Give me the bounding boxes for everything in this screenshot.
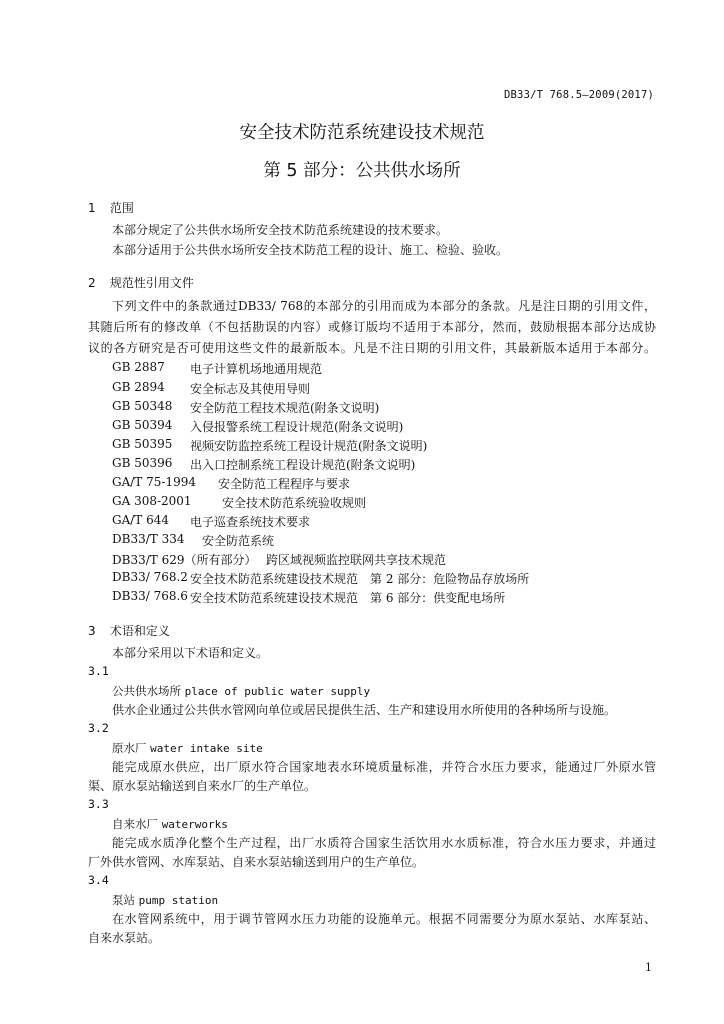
ref-title: 安全防范工程程序与要求: [218, 477, 351, 491]
term-definition-line-1: 在水管网系统中，用于调节管网水压力功能的设施单元。根据不同需要分为原水泵站、水库泵站、: [112, 912, 656, 926]
section-title: 术语和定义: [109, 624, 170, 638]
term-definition-line-1: 能完成原水供应，出厂原水符合国家地表水环境质量标准，并符合水压力要求，能通过厂外原水管: [112, 760, 656, 774]
ref-title: 电子计算机场地通用规范: [190, 362, 323, 376]
ref-title: 安全技术防范系统验收规则: [222, 496, 367, 510]
term-name: [112, 740, 263, 756]
ref-title: 出入口控制系统工程设计规范(附条文说明): [190, 458, 416, 472]
ref-code: GB 50395: [112, 437, 173, 451]
ref-code: DB33/T 629（所有部分）: [112, 553, 257, 567]
refs-paragraph-line-1: 下列文件中的条款通过DB33/ 768的本部分的引用而成为本部分的条款。凡是注日期的引用文件，: [112, 299, 656, 313]
ref-title: 电子巡查系统技术要求: [190, 515, 311, 529]
term-name: [112, 892, 218, 908]
term-name-zh: 泵站: [112, 893, 135, 907]
ref-code: GA 308-2001: [112, 494, 192, 508]
document-part-title: 第 5 部分：公共供水场所: [263, 161, 461, 181]
term-name-en: pump station: [138, 894, 219, 907]
term-definition-line-2: 自来水泵站。: [88, 931, 161, 945]
section-heading-scope: [88, 199, 134, 216]
ref-code: GB 50394: [112, 418, 173, 432]
ref-title: 跨区域视频监控联网共享技术规范: [266, 553, 447, 567]
ref-title: 安全防范系统: [202, 534, 275, 548]
term-number: 3.3: [88, 797, 109, 811]
term-number: 3.4: [88, 873, 109, 887]
ref-code: GB 50396: [112, 456, 173, 470]
ref-code: DB33/ 768.2: [112, 570, 188, 584]
term-name: [112, 683, 370, 699]
section-title: 范围: [109, 201, 134, 215]
ref-code: GA/T 644: [112, 513, 170, 527]
standard-code: DB33/T 768.5—2009(2017): [504, 89, 654, 101]
ref-code: GB 50348: [112, 399, 173, 413]
section-number: 3: [88, 624, 96, 638]
ref-title: 安全标志及其使用导则: [190, 382, 311, 396]
ref-code: GB 2887: [112, 360, 165, 374]
ref-code: GA/T 75-1994: [112, 475, 196, 489]
term-name-zh: 自来水厂: [112, 817, 158, 831]
ref-title: 视频安防监控系统工程设计规范(附条文说明): [190, 439, 428, 453]
scope-paragraph-1: 本部分规定了公共供水场所安全技术防范系统建设的技术要求。: [112, 223, 449, 237]
refs-paragraph-line-2: 其随后所有的修改单（不包括勘误的内容）或修订版均不适用于本部分，然而，鼓励根据本部分达成协: [88, 320, 656, 334]
section-title: 规范性引用文件: [109, 276, 194, 290]
ref-code: GB 2894: [112, 380, 165, 394]
ref-title: 安全技术防范系统建设技术规范 第 2 部分：危险物品存放场所: [190, 572, 530, 586]
term-name-zh: 公共供水场所: [112, 684, 181, 698]
ref-title: 入侵报警系统工程设计规范(附条文说明): [190, 420, 404, 434]
term-definition-line-1: 能完成水质净化整个生产过程，出厂水质符合国家生活饮用水水质标准，符合水压力要求，并通过: [112, 836, 656, 850]
ref-title: 安全防范工程技术规范(附条文说明): [190, 401, 380, 415]
section-heading-normative-refs: [88, 274, 194, 291]
ref-code: DB33/T 334: [112, 532, 185, 546]
section-number: 1: [88, 201, 96, 215]
term-name-en: place of public water supply: [184, 685, 371, 698]
term-definition-line-2: 渠、原水泵站输送到自来水厂的生产单位。: [88, 779, 317, 793]
term-name: [112, 816, 228, 832]
ref-code: DB33/ 768.6: [112, 589, 188, 603]
document-title: 安全技术防范系统建设技术规范: [239, 123, 485, 143]
term-number: 3.2: [88, 721, 109, 735]
term-name-zh: 原水厂: [112, 741, 147, 755]
section-number: 2: [88, 276, 96, 290]
terms-intro: 本部分采用以下术语和定义。: [112, 646, 269, 660]
scope-paragraph-2: 本部分适用于公共供水场所安全技术防范工程的设计、施工、检验、验收。: [112, 243, 509, 257]
term-name-en: water intake site: [150, 742, 263, 755]
term-name-en: waterworks: [161, 818, 228, 831]
ref-title: 安全技术防范系统建设技术规范 第 6 部分：供变配电场所: [190, 591, 506, 605]
term-definition-line-2: 厂外供水管网、水库泵站、自来水泵站输送到用户的生产单位。: [88, 855, 425, 869]
term-number: 3.1: [88, 664, 109, 678]
refs-paragraph-line-3: 议的各方研究是否可使用这些文件的最新版本。凡是不注日期的引用文件，其最新版本适用于本部分。: [88, 341, 656, 355]
term-definition-line-1: 供水企业通过公共供水管网向单位或居民提供生活、生产和建设用水所使用的各种场所与设施。: [112, 703, 617, 717]
page-number: 1: [645, 961, 652, 974]
section-heading-terms: [88, 622, 170, 639]
